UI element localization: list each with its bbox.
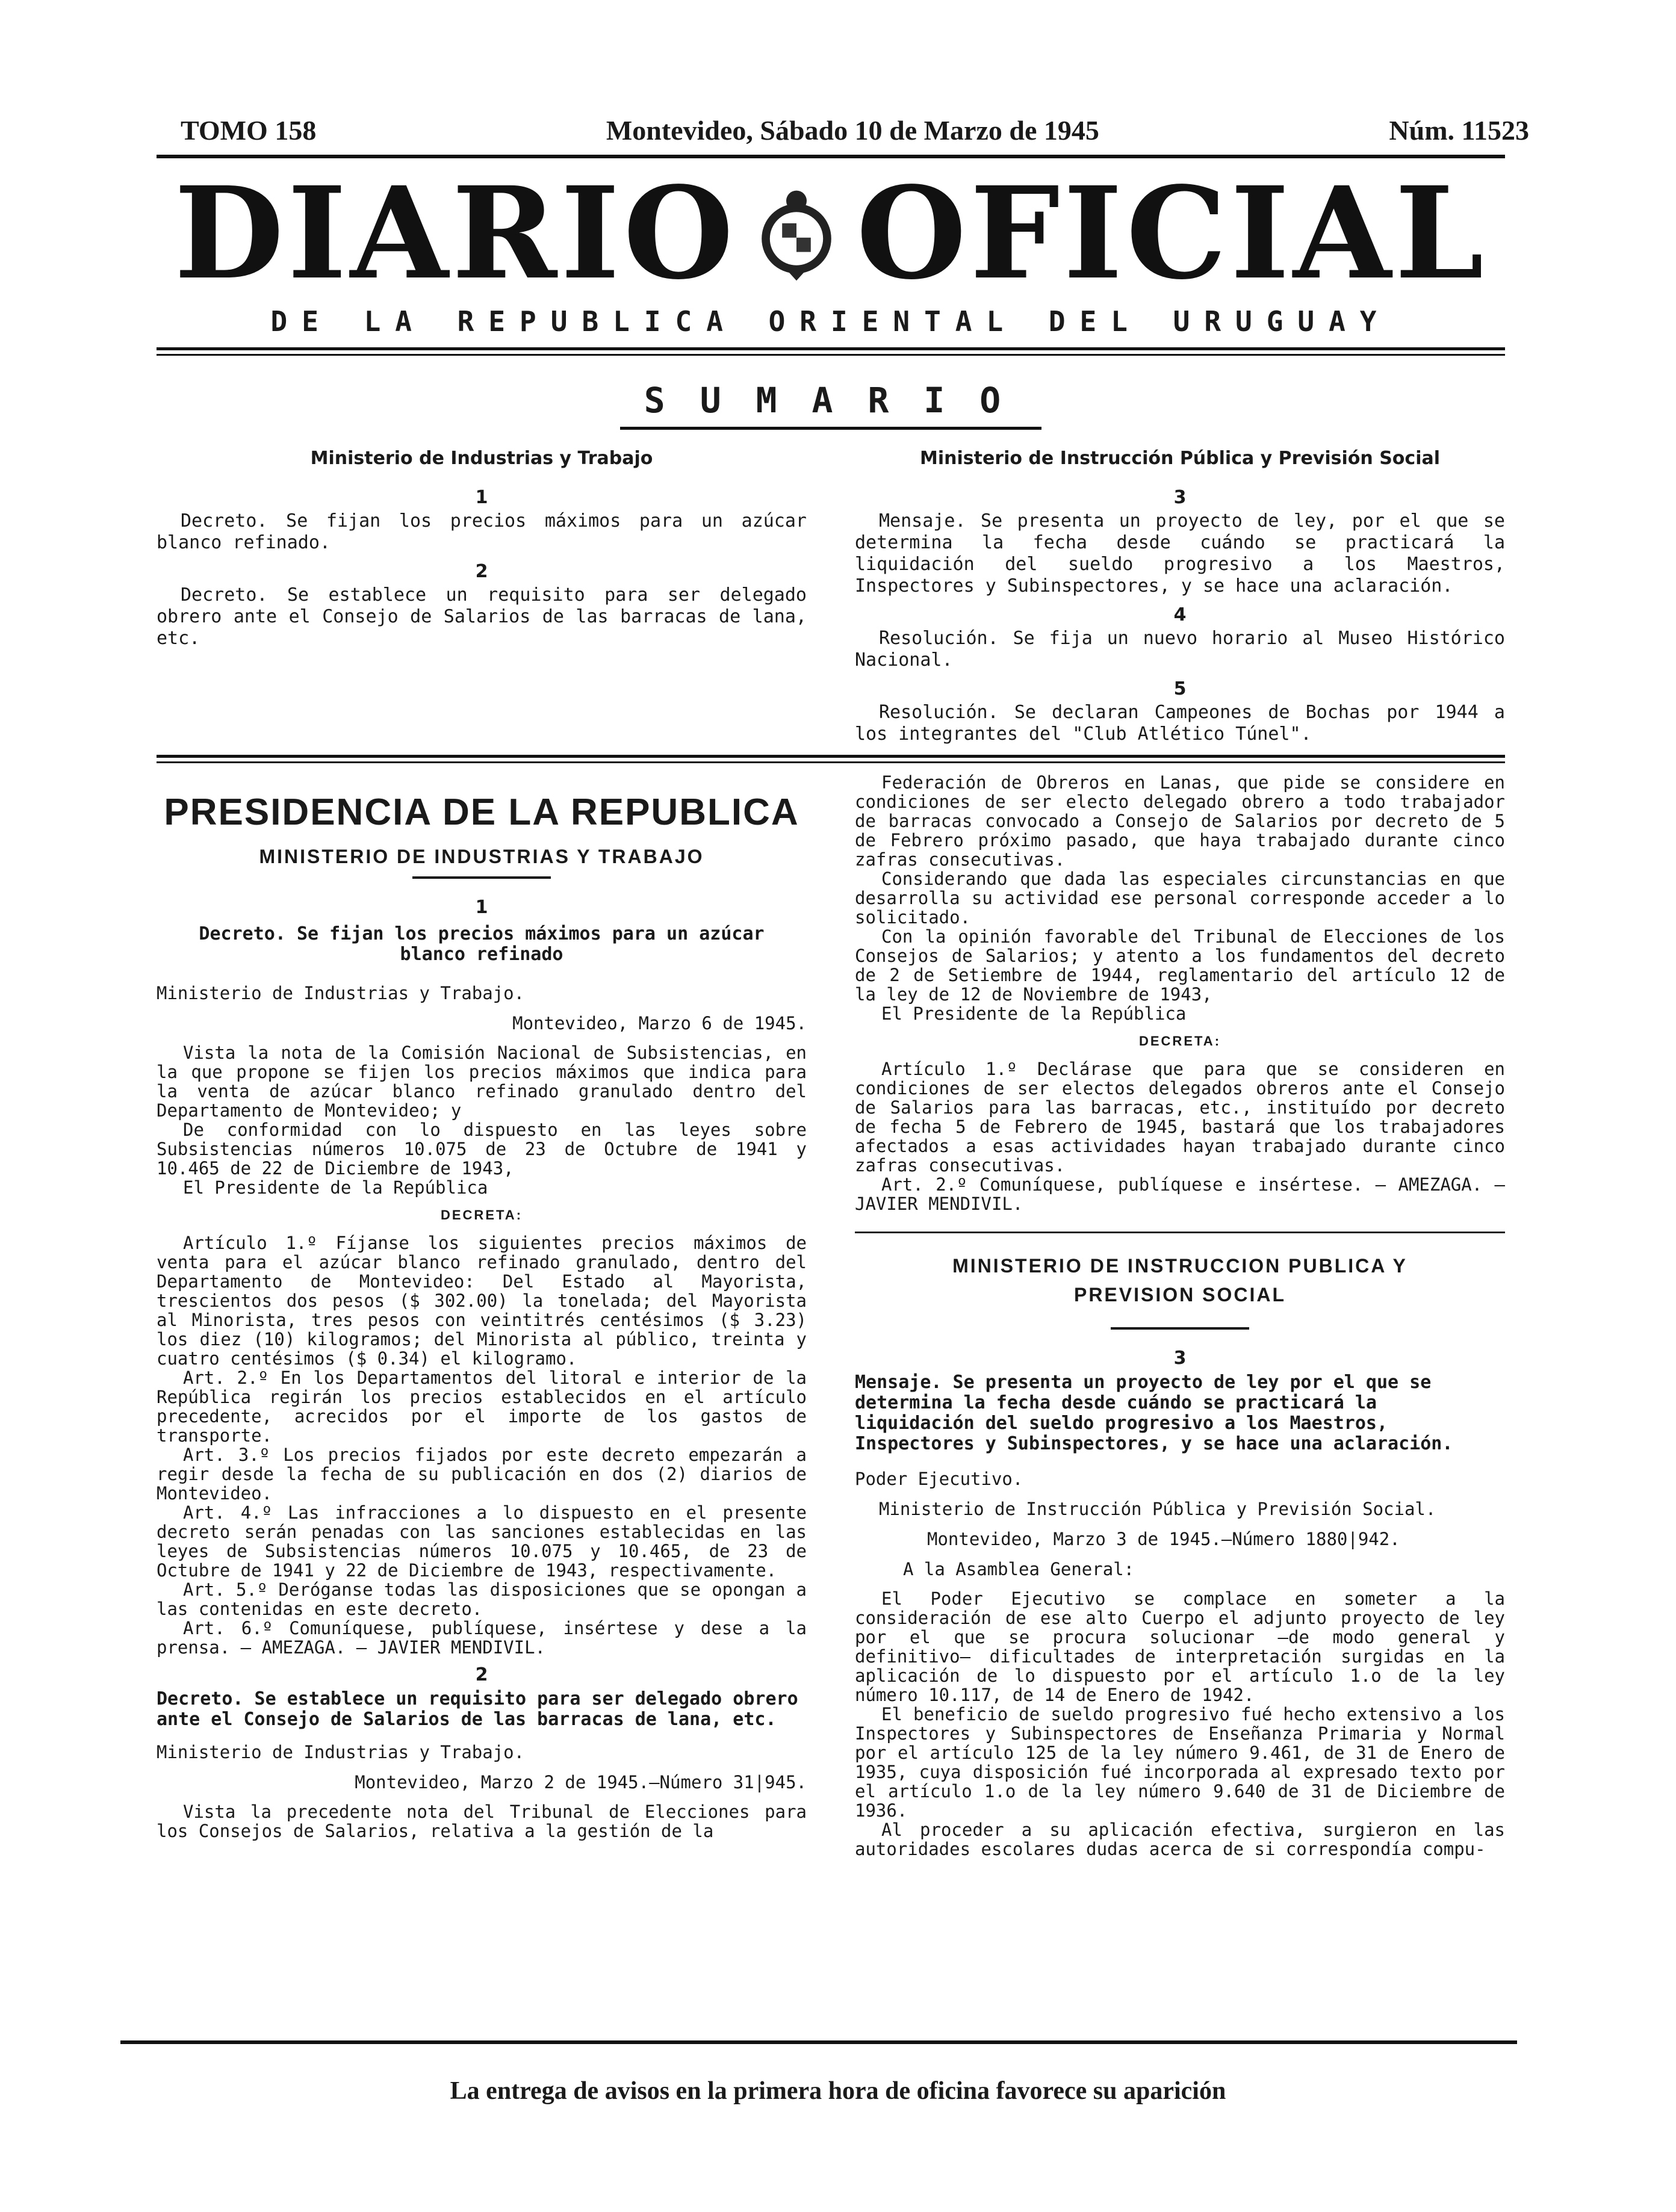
decree-title: Decreto. Se fijan los precios máximos para un azúcar blanco refinado: [199, 923, 765, 965]
decree-ministry: Ministerio de Industrias y Trabajo.: [157, 1742, 525, 1762]
paragraph: Considerando que dada las especiales circunstancias en que desarrolla su actividad ese personal corresponde acceder a lo solicitado.: [855, 869, 1505, 928]
decreta-label: DECRETA:: [440, 1207, 523, 1222]
masthead: [157, 159, 1505, 308]
decree-number: 1: [475, 897, 488, 918]
divider: [1111, 1327, 1249, 1330]
article: Art. 2.º Comuníquese, publíquese e insértese. — AMEZAGA. — JAVIER MENDIVIL.: [855, 1174, 1505, 1214]
paragraph: De conformidad con lo dispuesto en las leyes sobre Subsistencias números 10.075 de 23 de Octubre de 1941 y 10.465 de 22 de Diciembre de 1943,: [157, 1120, 807, 1179]
article: Art. 3.º Los precios fijados por este decreto empezarán a regir desde la fecha de su publicación en dos (2) diarios de Montevideo.: [157, 1445, 807, 1504]
paragraph: El beneficio de sueldo progresivo fué hecho extensivo a los Inspectores y Subinspectores de Enseñanza Primaria y Normal por el artículo 125 de la ley número 9.461, de 31 de Enero de 1935, cuya disposición fué incorporada al expresado texto por el artículo 1.o de la ley número 9.640 de 31 de Diciembre de 1936.: [855, 1704, 1505, 1821]
decreta-label: DECRETA:: [1138, 1033, 1221, 1049]
paragraph: Vista la nota de la Comisión Nacional de Subsistencias, en la que propone se fijen los precios máximos que indica para la venta de azúcar blanco refinado granulado dentro del Departamento de Montevideo; y: [157, 1042, 807, 1121]
message-title: Mensaje. Se presenta un proyecto de ley por el que se determina la fecha desde cuándo se practicará la liquidación del sueldo progresivo a los Maestros, Inspectores y Subinspectores, y se hace una aclaración.: [855, 1372, 1453, 1454]
decree-continuation: [855, 773, 1505, 1213]
sumario-item: Decreto. Se establece un requisito para ser delegado obrero ante el Consejo de Salarios de las barracas de lana, etc.: [157, 584, 807, 649]
ministry-heading: MINISTERIO DE INDUSTRIAS Y TRABAJO: [259, 846, 704, 867]
decree-title: Decreto. Se establece un requisito para ser delegado obrero ante el Consejo de Salarios de las barracas de lana, etc.: [157, 1688, 798, 1730]
message-ministry: Ministerio de Instrucción Pública y Previsión Social.: [879, 1499, 1436, 1519]
divider: [412, 876, 551, 879]
issue-date: Montevideo, Sábado 10 de Marzo de 1945: [606, 115, 1099, 146]
sumario-item-number: 4: [1173, 604, 1187, 625]
paragraph: El Presidente de la República: [183, 1177, 488, 1198]
sumario-item: Decreto. Se fijan los precios máximos para un azúcar blanco refinado.: [157, 510, 807, 553]
sumario-right-heading: Ministerio de Instrucción Pública y Previsión Social: [919, 448, 1441, 469]
sumario-item: Resolución. Se fija un nuevo horario al Museo Histórico Nacional.: [855, 628, 1505, 671]
coat-of-arms-icon: [745, 182, 848, 285]
issue-number: Núm. 11523: [1389, 115, 1529, 146]
article: Art. 5.º Deróganse todas las disposiciones que se opongan a las contenidas en este decreto.: [157, 1579, 807, 1619]
paragraph: El Poder Ejecutivo se complace en someter a la consideración de ese alto Cuerpo el adjunto proyecto de ley por el que se procura solucionar —de modo general y definitivo— dificultades de interpretación surgidas en la aplicación de lo dispuesto por el artículo 1.o de la ley número 10.117, de 14 de Enero de 1942.: [855, 1588, 1505, 1705]
decree-number: 2: [475, 1664, 488, 1685]
decree-ministry: Ministerio de Industrias y Trabajo.: [157, 983, 525, 1003]
sumario-item-number: 3: [1173, 487, 1187, 508]
article: Artículo 1.º Declárase que para que se consideren en condiciones de ser electos delegados obreros ante el Consejo de Salarios para las barracas, etc., instituído por decreto de fecha 5 de Febrero de 1945, bastará que los trabajadores afectados a esas actividades hayan trabajado durante cinco zafras consecutivas.: [855, 1059, 1505, 1176]
article: Art. 4.º Las infracciones a lo dispuesto en el presente decreto serán penadas con las sanciones establecidas en las leyes de Subsistencias números 10.075 y 10.465, de 23 de Octubre de 1941 y 22 de Diciembre de 1943, respectivamente.: [157, 1502, 807, 1581]
sumario-item: Mensaje. Se presenta un proyecto de ley, por el que se determina la fecha desde cuándo se practicará la liquidación del sueldo progresivo a los Maestros, Inspectores y Subinspectores, y se hace una aclaración.: [855, 510, 1505, 596]
left-column: [157, 773, 807, 1859]
publication-subtitle: DE LA REPUBLICA ORIENTAL DEL URUGUAY: [270, 305, 1391, 338]
newspaper-page: [157, 114, 1529, 1859]
article: Artículo 1.º Fíjanse los siguientes precios máximos de venta para el azúcar blanco refinado granulado, dentro del Departamento de Montevideo: Del Estado al Mayorista, trescientos dos pesos ($ 302.00) la tonelada; del Mayorista al Minorista, tres pesos con veintitrés centésimos ($ 3.23) los diez (10) kilogramos; del Minorista al público, treinta y cuatro centésimos ($ 0.34) el kilogramo.: [157, 1233, 807, 1369]
sumario-section: [157, 448, 1505, 745]
sumario-right: [855, 448, 1505, 745]
paragraph: Al proceder a su aplicación efectiva, surgieron en las autoridades escolares dudas acerca de si correspondía compu-: [855, 1820, 1505, 1859]
footer-notice: La entrega de avisos en la primera hora de oficina favorece su aparición: [450, 2077, 1226, 2105]
decree-body: [157, 1043, 807, 1657]
ministry-heading: MINISTERIO DE INSTRUCCION PUBLICA Y PREVISION SOCIAL: [952, 1255, 1408, 1306]
sumario-left-heading: Ministerio de Industrias y Trabajo: [310, 448, 653, 469]
volume-number: TOMO 158: [181, 115, 317, 146]
decree-date: Montevideo, Marzo 6 de 1945.: [512, 1013, 807, 1033]
issue-line: [157, 114, 1529, 146]
sumario-item-number: 1: [475, 487, 488, 508]
decree-body: [157, 1802, 807, 1841]
divider: [855, 1231, 1505, 1233]
message-recipient: A la Asamblea General:: [903, 1559, 1135, 1579]
article: Art. 6.º Comuníquese, publíquese, insértese y dese a la prensa. — AMEZAGA. — JAVIER MENDIVIL.: [157, 1618, 807, 1658]
section-title: PRESIDENCIA DE LA REPUBLICA: [164, 792, 799, 833]
body-section: [157, 773, 1505, 1859]
sumario-heading: SUMARIO: [620, 380, 1041, 430]
paragraph: Vista la precedente nota del Tribunal de Elecciones para los Consejos de Salarios, relativa a la gestión de la: [157, 1802, 807, 1841]
top-rule: [157, 155, 1505, 158]
footer-rule: [120, 2040, 1517, 2044]
sumario-heading-wrap: [157, 380, 1505, 430]
section-rule: [157, 755, 1505, 763]
sumario-left: [157, 448, 807, 745]
masthead-rule: [157, 347, 1505, 356]
sumario-item-number: 2: [475, 561, 488, 582]
message-number: 3: [1173, 1348, 1187, 1369]
decree-date: Montevideo, Marzo 2 de 1945.—Número 31|945.: [355, 1772, 807, 1792]
paragraph: Federación de Obreros en Lanas, que pide se considere en condiciones de ser electo delegado obrero a todo trabajador de barracas convocado a Consejo de Salarios por decreto de 5 de Febrero próximo pasado, que haya trabajado durante cinco zafras consecutivas.: [855, 772, 1505, 870]
article: Art. 2.º En los Departamentos del litoral e interior de la República regirán los precios establecidos en el artículo precedente, acrecidos por el importe de los gastos de transporte.: [157, 1368, 807, 1446]
sumario-item: Resolución. Se declaran Campeones de Bochas por 1944 a los integrantes del "Club Atlético Túnel".: [855, 702, 1505, 745]
message-body: [855, 1589, 1505, 1859]
right-column: [855, 773, 1505, 1859]
message-date: Montevideo, Marzo 3 de 1945.—Número 1880|942.: [927, 1529, 1400, 1549]
sumario-item-number: 5: [1173, 678, 1187, 699]
paragraph: El Presidente de la República: [881, 1003, 1187, 1024]
poder-ejecutivo: Poder Ejecutivo.: [855, 1469, 1023, 1489]
masthead-diario: DIARIO: [174, 159, 737, 308]
paragraph: Con la opinión favorable del Tribunal de Elecciones de los Consejos de Salarios; y atento a los fundamentos del decreto de 2 de Setiembre de 1944, reglamentario del artículo 12 de la ley de 12 de Noviembre de 1943,: [855, 926, 1505, 1005]
masthead-oficial: OFICIAL: [856, 159, 1488, 308]
